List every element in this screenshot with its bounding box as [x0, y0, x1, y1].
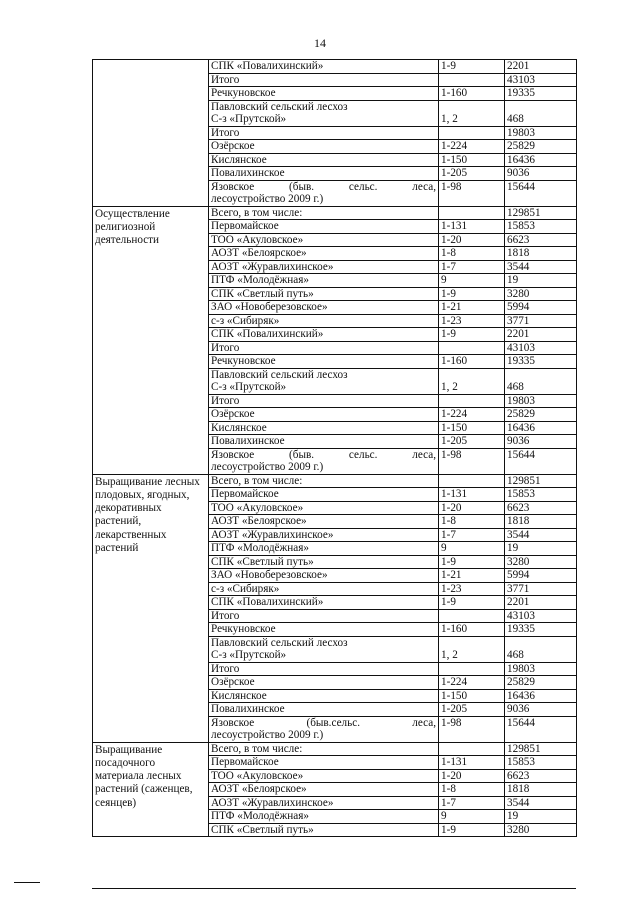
forest-name-cell — [209, 73, 439, 87]
area-cell: 468 — [505, 368, 577, 394]
forest-name: СПК «Светлый путь» — [211, 823, 314, 836]
forest-name-cell — [209, 555, 439, 569]
forest-name: СПК «Повалихинский» — [211, 328, 324, 340]
activity-cell: Выращивание посадочного материала лесных растений (саженцев, сеянцев) — [93, 742, 209, 837]
forest-name: Повалихинское — [211, 167, 285, 179]
area-cell: 43103 — [505, 341, 577, 355]
area-cell: 19803 — [505, 394, 577, 408]
forest-name-cell — [209, 247, 439, 261]
quarters-cell: 1-150 — [439, 153, 505, 167]
quarters-cell: 1, 2 — [439, 636, 505, 662]
area-cell: 1818 — [505, 247, 577, 261]
forest-name-cell — [209, 153, 439, 167]
quarters-cell: 1-9 — [439, 60, 505, 74]
forest-name-cell — [209, 689, 439, 703]
forest-name: Всего, в том числе: — [211, 474, 303, 487]
forest-name-cell — [209, 233, 439, 247]
forest-name-cell — [209, 703, 439, 717]
forest-name: Итого — [211, 73, 240, 86]
quarters-cell: 1-131 — [439, 220, 505, 234]
quarters-cell: 1-23 — [439, 582, 505, 596]
forest-name-cell — [209, 180, 439, 206]
forest-name: Язовское (быв. сельс. леса, — [211, 448, 436, 461]
quarters-cell: 1-205 — [439, 167, 505, 181]
forest-name-cell — [209, 609, 439, 623]
quarters-cell: 1-9 — [439, 823, 505, 837]
area-cell: 3280 — [505, 823, 577, 837]
area-cell: 2201 — [505, 328, 577, 342]
forest-name: ТОО «Акуловское» — [211, 769, 304, 782]
area-cell: 3544 — [505, 528, 577, 542]
quarters-cell: 9 — [439, 810, 505, 824]
quarters-cell: 1-160 — [439, 87, 505, 101]
quarters-cell: 1-20 — [439, 501, 505, 515]
forest-name-cell — [209, 623, 439, 637]
quarters-cell: 1-205 — [439, 435, 505, 449]
quarters-cell: 1-8 — [439, 247, 505, 261]
forest-name: Всего, в том числе: — [211, 206, 303, 219]
area-cell: 129851 — [505, 206, 577, 220]
forest-name: Павловский сельский лесхоз — [211, 636, 348, 649]
forest-name: Повалихинское — [211, 703, 285, 715]
area-cell: 6623 — [505, 233, 577, 247]
forest-name-cell — [209, 796, 439, 810]
forest-name-cell — [209, 368, 439, 394]
area-cell: 129851 — [505, 474, 577, 488]
area-cell: 1818 — [505, 515, 577, 529]
forest-name: АОЗТ «Белоярское» — [211, 783, 307, 795]
forest-name-line2: лесоустройство 2009 г.) — [211, 729, 324, 741]
forest-name-line2: лесоустройство 2009 г.) — [211, 193, 324, 205]
forest-name-cell — [209, 823, 439, 837]
forest-name: Повалихинское — [211, 435, 285, 447]
area-cell: 9036 — [505, 435, 577, 449]
area-cell: 15644 — [505, 448, 577, 474]
area-cell: 25829 — [505, 676, 577, 690]
forest-name-cell — [209, 636, 439, 662]
forest-name: Итого — [211, 341, 240, 354]
forest-name-cell — [209, 100, 439, 126]
forest-name: ПТФ «Молодёжная» — [211, 810, 309, 822]
forest-name: Речкуновское — [211, 87, 276, 99]
quarters-cell: 1-160 — [439, 623, 505, 637]
quarters-cell: 1-9 — [439, 328, 505, 342]
forest-name: АОЗТ «Журавлихинское» — [211, 260, 334, 273]
forest-name: Первомайское — [211, 488, 279, 500]
table-row — [93, 474, 577, 488]
forest-name-cell — [209, 742, 439, 756]
quarters-cell: 1-23 — [439, 314, 505, 328]
area-cell: 43103 — [505, 609, 577, 623]
forest-name-cell — [209, 126, 439, 140]
quarters-cell — [439, 394, 505, 408]
forest-name-cell — [209, 716, 439, 742]
area-cell: 15644 — [505, 180, 577, 206]
area-cell: 43103 — [505, 73, 577, 87]
forest-name: Итого — [211, 394, 240, 407]
forest-name: Озёрское — [211, 140, 255, 152]
forest-name-cell — [209, 167, 439, 181]
forest-name-cell — [209, 408, 439, 422]
forest-name: Речкуновское — [211, 623, 276, 635]
forest-name-cell — [209, 488, 439, 502]
forest-name: Речкуновское — [211, 355, 276, 367]
forest-name-cell — [209, 274, 439, 288]
forest-name: Язовское (быв. сельс. леса, — [211, 180, 436, 193]
forest-name-cell — [209, 596, 439, 610]
quarters-cell — [439, 341, 505, 355]
forest-name: Всего, в том числе: — [211, 742, 303, 755]
forest-name-cell — [209, 769, 439, 783]
forest-name: ПТФ «Молодёжная» — [211, 274, 309, 286]
area-cell: 19803 — [505, 662, 577, 676]
forest-name: Итого — [211, 609, 240, 622]
forest-name: Кислянское — [211, 689, 267, 702]
area-cell: 19335 — [505, 623, 577, 637]
table-row — [93, 60, 577, 74]
quarters-cell: 1-150 — [439, 689, 505, 703]
forest-name: Первомайское — [211, 756, 279, 768]
area-cell: 19 — [505, 810, 577, 824]
forest-name-cell — [209, 355, 439, 369]
forest-name: АОЗТ «Белоярское» — [211, 247, 307, 259]
quarters-cell — [439, 742, 505, 756]
area-cell: 16436 — [505, 689, 577, 703]
table-row — [93, 206, 577, 220]
forest-name-cell — [209, 314, 439, 328]
forest-name: Итого — [211, 662, 240, 675]
table-body — [93, 60, 577, 837]
area-cell: 15644 — [505, 716, 577, 742]
quarters-cell: 1-8 — [439, 515, 505, 529]
quarters-cell: 1-131 — [439, 756, 505, 770]
forest-name-line2: С-з «Прутской» — [211, 381, 287, 393]
quarters-cell: 1-98 — [439, 716, 505, 742]
forest-name-cell — [209, 542, 439, 556]
area-cell: 9036 — [505, 167, 577, 181]
forest-name: ЗАО «Новоберезовское» — [211, 301, 328, 313]
forest-name: Итого — [211, 126, 240, 139]
area-cell: 1818 — [505, 783, 577, 797]
forest-name-cell — [209, 394, 439, 408]
forest-quarters-table — [92, 59, 577, 837]
area-cell: 129851 — [505, 742, 577, 756]
forest-name: ТОО «Акуловское» — [211, 501, 304, 514]
activity-cell — [93, 60, 209, 207]
area-cell: 2201 — [505, 60, 577, 74]
forest-name: СПК «Светлый путь» — [211, 287, 314, 300]
quarters-cell — [439, 206, 505, 220]
quarters-cell: 1-224 — [439, 408, 505, 422]
quarters-cell: 1-9 — [439, 287, 505, 301]
area-cell: 15853 — [505, 488, 577, 502]
forest-name-cell — [209, 783, 439, 797]
forest-name-line2: лесоустройство 2009 г.) — [211, 461, 324, 473]
quarters-cell: 1-205 — [439, 703, 505, 717]
quarters-cell: 9 — [439, 542, 505, 556]
quarters-cell: 1-21 — [439, 569, 505, 583]
forest-name: АОЗТ «Журавлихинское» — [211, 796, 334, 809]
quarters-cell: 1-8 — [439, 783, 505, 797]
area-cell: 25829 — [505, 140, 577, 154]
footer-rule — [92, 888, 576, 889]
forest-name: Озёрское — [211, 676, 255, 688]
activity-cell: Осуществление религиозной деятельности — [93, 206, 209, 474]
area-cell: 3280 — [505, 287, 577, 301]
area-cell: 15853 — [505, 756, 577, 770]
forest-name: Кислянское — [211, 421, 267, 434]
forest-name-cell — [209, 206, 439, 220]
forest-name-cell — [209, 662, 439, 676]
area-cell: 25829 — [505, 408, 577, 422]
area-cell: 16436 — [505, 153, 577, 167]
page-number: 14 — [314, 36, 326, 50]
quarters-cell: 1-21 — [439, 301, 505, 315]
area-cell: 3280 — [505, 555, 577, 569]
forest-name-cell — [209, 501, 439, 515]
quarters-cell — [439, 662, 505, 676]
forest-name: Кислянское — [211, 153, 267, 166]
area-cell: 2201 — [505, 596, 577, 610]
forest-name: СПК «Светлый путь» — [211, 555, 314, 568]
forest-name: Озёрское — [211, 408, 255, 420]
forest-name-cell — [209, 301, 439, 315]
quarters-cell: 1-98 — [439, 448, 505, 474]
forest-name-line2: С-з «Прутской» — [211, 649, 287, 661]
area-cell: 15853 — [505, 220, 577, 234]
quarters-cell: 1-7 — [439, 260, 505, 274]
forest-name: ЗАО «Новоберезовское» — [211, 569, 328, 581]
area-cell: 19335 — [505, 355, 577, 369]
quarters-cell: 1-20 — [439, 233, 505, 247]
forest-name-cell — [209, 756, 439, 770]
forest-name-cell — [209, 287, 439, 301]
forest-name-cell — [209, 328, 439, 342]
forest-name: ТОО «Акуловское» — [211, 233, 304, 246]
forest-name: АОЗТ «Журавлихинское» — [211, 528, 334, 541]
quarters-cell — [439, 73, 505, 87]
area-cell: 19 — [505, 542, 577, 556]
quarters-cell: 1-9 — [439, 596, 505, 610]
forest-name: АОЗТ «Белоярское» — [211, 515, 307, 527]
area-cell: 19335 — [505, 87, 577, 101]
forest-name-cell — [209, 582, 439, 596]
forest-name: Павловский сельский лесхоз — [211, 100, 348, 113]
forest-name: СПК «Повалихинский» — [211, 596, 324, 608]
forest-name-cell — [209, 260, 439, 274]
forest-name-line2: С-з «Прутской» — [211, 113, 287, 125]
forest-name-cell — [209, 528, 439, 542]
quarters-cell: 1-224 — [439, 676, 505, 690]
quarters-cell: 1-160 — [439, 355, 505, 369]
quarters-cell — [439, 609, 505, 623]
forest-name-cell — [209, 676, 439, 690]
footer-mark — [14, 882, 40, 883]
forest-name: СПК «Повалихинский» — [211, 60, 324, 72]
area-cell: 3771 — [505, 314, 577, 328]
forest-name: Первомайское — [211, 220, 279, 232]
quarters-cell — [439, 126, 505, 140]
table-row — [93, 742, 577, 756]
quarters-cell: 1-131 — [439, 488, 505, 502]
area-cell: 3771 — [505, 582, 577, 596]
forest-name: Павловский сельский лесхоз — [211, 368, 348, 381]
quarters-cell: 1-20 — [439, 769, 505, 783]
forest-name: с-з «Сибиряк» — [211, 582, 280, 595]
area-cell: 9036 — [505, 703, 577, 717]
forest-name-cell — [209, 60, 439, 74]
forest-name-cell — [209, 810, 439, 824]
area-cell: 19 — [505, 274, 577, 288]
forest-name-cell — [209, 448, 439, 474]
activity-cell: Выращивание лесных плодовых, ягодных, декоративных растений, лекарственных растений — [93, 474, 209, 742]
quarters-cell: 1-9 — [439, 555, 505, 569]
forest-name-cell — [209, 515, 439, 529]
area-cell: 6623 — [505, 501, 577, 515]
quarters-cell: 1-7 — [439, 528, 505, 542]
area-cell: 468 — [505, 100, 577, 126]
forest-name-cell — [209, 421, 439, 435]
forest-name-cell — [209, 569, 439, 583]
quarters-cell: 1-98 — [439, 180, 505, 206]
quarters-cell — [439, 474, 505, 488]
area-cell: 6623 — [505, 769, 577, 783]
forest-name-cell — [209, 220, 439, 234]
quarters-cell: 1-224 — [439, 140, 505, 154]
forest-name: Язовское (быв.сельс. леса, — [211, 716, 436, 729]
forest-name-cell — [209, 341, 439, 355]
area-cell: 16436 — [505, 421, 577, 435]
quarters-cell: 1, 2 — [439, 368, 505, 394]
forest-name-cell — [209, 435, 439, 449]
forest-name-cell — [209, 87, 439, 101]
forest-name: ПТФ «Молодёжная» — [211, 542, 309, 554]
area-cell: 5994 — [505, 301, 577, 315]
forest-name-cell — [209, 474, 439, 488]
quarters-cell: 1-150 — [439, 421, 505, 435]
quarters-cell: 1-7 — [439, 796, 505, 810]
quarters-cell: 9 — [439, 274, 505, 288]
area-cell: 3544 — [505, 796, 577, 810]
area-cell: 468 — [505, 636, 577, 662]
quarters-cell: 1, 2 — [439, 100, 505, 126]
forest-name-cell — [209, 140, 439, 154]
area-cell: 5994 — [505, 569, 577, 583]
forest-name: с-з «Сибиряк» — [211, 314, 280, 327]
area-cell: 19803 — [505, 126, 577, 140]
area-cell: 3544 — [505, 260, 577, 274]
